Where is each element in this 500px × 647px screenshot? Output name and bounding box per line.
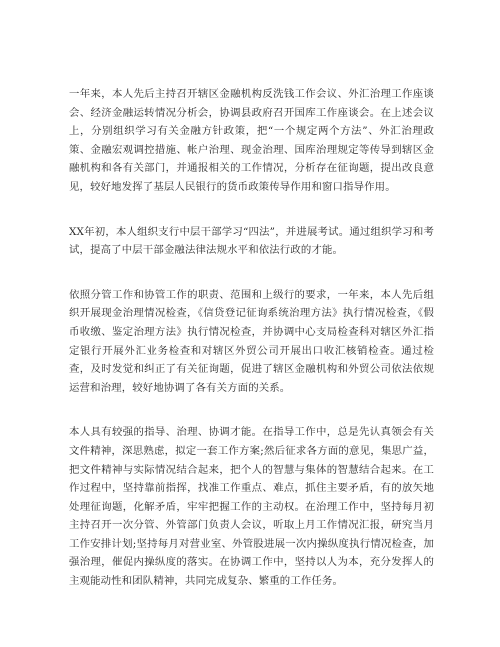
paragraph-inspections: 依照分管工作和协管工作的职责、范围和上级行的要求，一年来，本人先后组织开展现金治理情况检查，《信贷登记征询系统治理方法》执行情况检查，《假币收缴、鉴定治理方法》执行情况检查，并协调中心支局检查科对辖区外汇指定银行开展外汇业务检查和对辖区外贸公司开展出口收汇核销检查。通过检查，及时发觉和纠正了有关征询题，促进了辖区金融机构和外贸公司依法依规运营和治理，较好地协调了各有关方面的关系。 [69,288,434,394]
document-body [69,85,434,617]
paragraph-study: XX年初，本人组织支行中层干部学习“四法”，并进展考试。通过组织学习和考试，提高了中层干部金融法律法规水平和依法行政的才能。 [69,225,434,257]
paragraph-meetings: 一年来，本人先后主持召开辖区金融机构反洗钱工作会议、外汇治理工作座谈会、经济金融运转情况分析会，协调县政府召开国库工作座谈会。在上述会议上，分别组织学习有关金融方针政策，把“一个规定两个方法”、外汇治理政策、金融宏观调控措施、帐户治理、现金治理、国库治理规定等传导到辖区金融机构和各有关部门，并通报相关的工作情况，分析存在征询题，提出改良意见，较好地发挥了基层人民银行的货币政策传导作用和窗口指导作用。 [69,88,434,193]
paragraph-leadership: 本人具有较强的指导、治理、协调才能。在指导工作中，总是先认真领会有关文件精神，深思熟虑，拟定一套工作方案;然后征求各方面的意见，集思广益，把文件精神与实际情况结合起来，把个人的智慧与集体的智慧结合起来。在工作过程中，坚持靠前指挥，找准工作重点、难点，抓住主要矛盾，有的放矢地处理征询题，化解矛盾，牢牢把握工作的主动权。在治理工作中，坚持每月初主持召开一次分管、外管部门负责人会议，听取上月工作情况汇报，研究当月工作安排计划;坚持每月对营业室、外管股进展一次内操纵度执行情况检查，加强治理，催促内操纵度的落实。在协调工作中，坚持以人为本，充分发挥人的主观能动性和团队精神，共同完成复杂、繁重的工作任务。 [69,426,434,588]
